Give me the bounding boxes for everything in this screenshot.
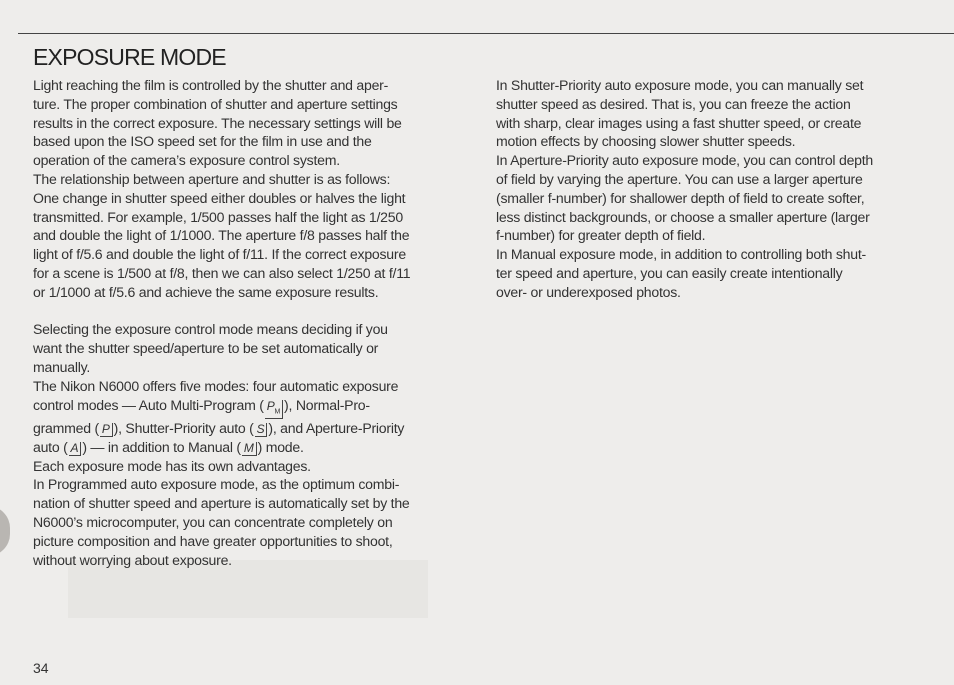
text-line: The Nikon N6000 offers five modes: four automatic exposure — [33, 377, 399, 394]
lcd-symbol-text: P — [266, 398, 275, 413]
text-line: N6000’s microcomputer, you can concentrate completely on — [33, 513, 393, 530]
modes-line — [33, 396, 473, 419]
aperture-priority-symbol: A — [69, 442, 82, 456]
text-line: operation of the camera’s exposure control system. — [33, 152, 340, 169]
auto-multi-program-symbol — [265, 400, 283, 419]
lcd-symbol-sub: M — [274, 407, 281, 415]
paragraph-gap — [33, 302, 473, 321]
text-line: ture. The proper combination of shutter and aperture settings — [33, 95, 398, 112]
text-line: transmitted. For example, 1/500 passes half the light as 1/250 — [33, 208, 403, 225]
text-line: manually. — [33, 358, 91, 375]
page-title: EXPOSURE MODE — [33, 44, 226, 70]
text-line: One change in shutter speed either doubles or halves the light — [33, 189, 406, 206]
page-number: 34 — [33, 660, 49, 676]
normal-program-symbol: P — [100, 423, 113, 437]
text-line: or 1/1000 at f/5.6 and achieve the same exposure results. — [33, 283, 379, 300]
text-line: picture composition and have greater opportunities to shoot, — [33, 532, 393, 549]
text-line: The relationship between aperture and shutter is as follows: — [33, 170, 391, 187]
text-line: ter speed and aperture, you can easily create intentionally — [496, 264, 843, 281]
text-line: nation of shutter speed and aperture is automatically set by the — [33, 495, 410, 512]
text-line: Each exposure mode has its own advantages. — [33, 457, 311, 474]
text-fragment: control modes — Auto Multi-Program ( — [33, 396, 264, 413]
text-line: with sharp, clear images using a fast shutter speed, or create — [496, 114, 862, 131]
text-line: Selecting the exposure control mode means deciding if you — [33, 321, 388, 338]
manual-mode-symbol: M — [242, 442, 257, 456]
text-fragment: auto ( — [33, 438, 68, 455]
text-fragment: ) mode. — [257, 438, 304, 455]
text-line: for a scene is 1/500 at f/8, then we can also select 1/250 at f/11 — [33, 264, 411, 281]
text-fragment: grammed ( — [33, 419, 99, 436]
text-line: of field by varying the aperture. You can use a larger aperture — [496, 170, 863, 187]
text-line: In Manual exposure mode, in addition to controlling both shut- — [496, 246, 866, 263]
text-line: over- or underexposed photos. — [496, 283, 681, 300]
right-column — [496, 76, 936, 302]
header-rule — [18, 33, 954, 34]
modes-line — [33, 438, 473, 457]
text-line: less distinct backgrounds, or choose a smaller aperture (larger — [496, 208, 870, 225]
page-edge-tab — [0, 506, 10, 556]
shutter-priority-symbol: S — [255, 423, 268, 437]
text-fragment: ), and Aperture-Priority — [268, 419, 405, 436]
text-line: results in the correct exposure. The necessary settings will be — [33, 114, 402, 131]
text-line: motion effects by choosing slower shutter speeds. — [496, 133, 796, 150]
text-line: without worrying about exposure. — [33, 551, 232, 568]
text-line: In Shutter-Priority auto exposure mode, you can manually set — [496, 77, 864, 93]
text-fragment: ) — in addition to Manual ( — [82, 438, 241, 455]
left-column — [33, 76, 473, 569]
text-line: shutter speed as desired. That is, you can freeze the action — [496, 95, 851, 112]
text-line: (smaller f-number) for shallower depth of field to create softer, — [496, 189, 865, 206]
text-line: want the shutter speed/aperture to be set automatically or — [33, 340, 379, 357]
text-line: based upon the ISO speed set for the film in use and the — [33, 133, 372, 150]
text-line: f-number) for greater depth of field. — [496, 227, 706, 244]
text-line: Light reaching the film is controlled by the shutter and aper- — [33, 77, 389, 93]
text-line: light of f/5.6 and double the light of f/11. If the correct exposure — [33, 246, 406, 263]
text-fragment: ), Shutter-Priority auto ( — [113, 419, 254, 436]
text-fragment: ), Normal-Pro- — [284, 396, 370, 413]
text-line: and double the light of 1/1000. The aperture f/8 passes half the — [33, 227, 410, 244]
text-line: In Programmed auto exposure mode, as the optimum combi- — [33, 476, 400, 493]
text-line: In Aperture-Priority auto exposure mode, you can control depth — [496, 152, 873, 169]
modes-line — [33, 419, 473, 438]
